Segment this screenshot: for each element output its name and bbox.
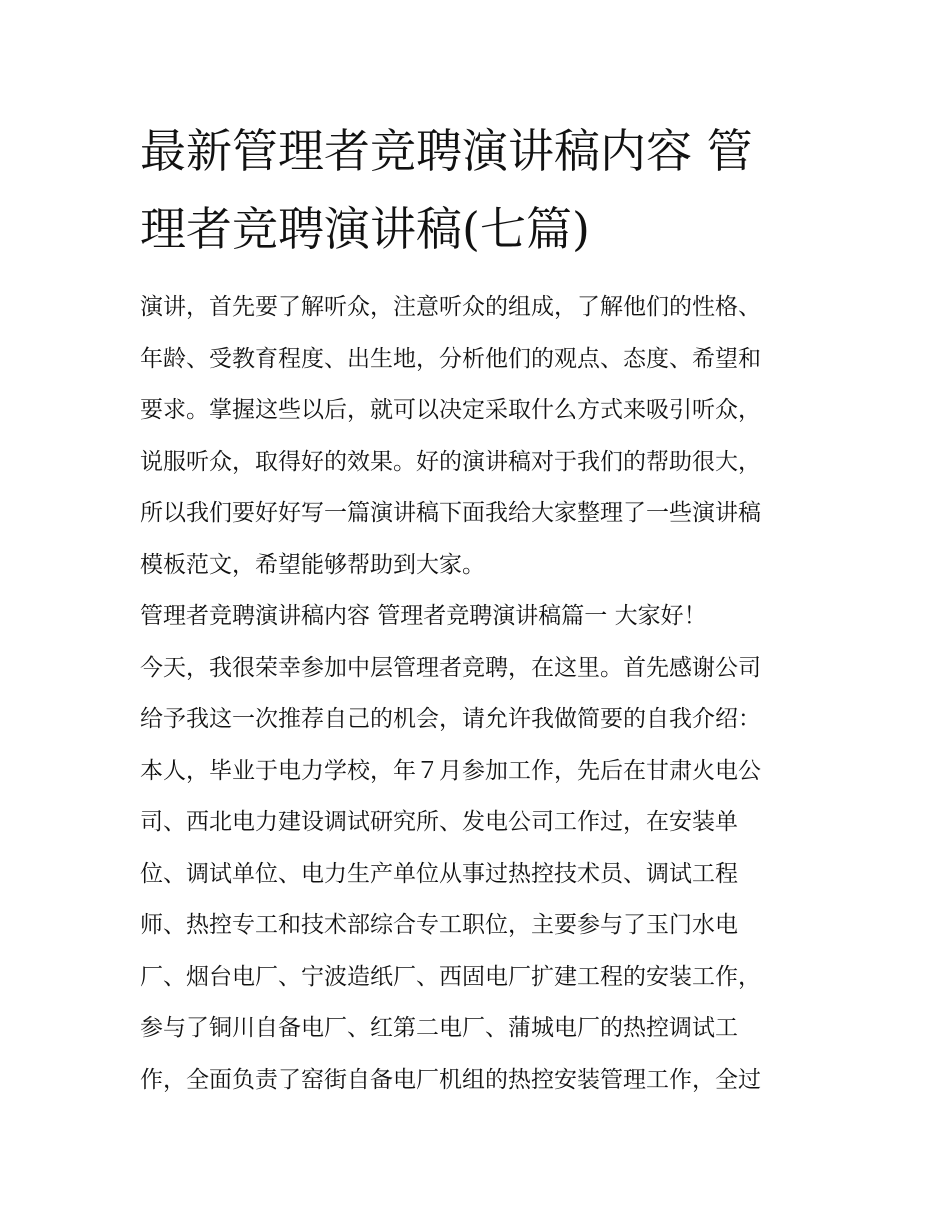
intro-line: 所以我们要好好写一篇演讲稿下面我给大家整理了一些演讲稿 [140,500,761,526]
body-paragraph [140,643,820,1107]
intro-line: 说服听众，取得好的效果。好的演讲稿对于我们的帮助很大， [140,448,761,475]
intro-line: 要求。掌握这些以后，就可以决定采取什么方式来吸引听众， [140,397,761,423]
intro-paragraph [140,282,820,591]
body-line: 作，全面负责了窑街自备电厂机组的热控安装管理工作，全过 [140,1066,761,1093]
title-line-2: 理者竞聘演讲稿(七篇) [140,202,590,256]
body-line: 本人，毕业于电力学校，年７月参加工作，先后在甘肃火电公 [140,757,761,784]
document-title [140,112,820,268]
body-line: 给予我这一次推荐自己的机会，请允许我做简要的自我介绍： [140,706,761,732]
document-page [140,112,820,1106]
intro-line: 演讲，首先要了解听众，注意听众的组成，了解他们的性格、 [140,294,761,320]
section-heading: 管理者竞聘演讲稿内容 管理者竞聘演讲稿篇一 大家好！ [140,603,707,629]
intro-line: 模板范文，希望能够帮助到大家。 [140,551,485,578]
body-line: 今天，我很荣幸参加中层管理者竞聘，在这里。首先感谢公司 [140,654,761,681]
body-line: 位、调试单位、电力生产单位从事过热控技术员、调试工程 [140,860,738,887]
body-line: 师、热控专工和技术部综合专工职位，主要参与了玉门水电 [140,912,738,938]
body-line: 司、西北电力建设调试研究所、发电公司工作过，在安装单 [140,809,738,835]
intro-line: 年龄、受教育程度、出生地，分析他们的观点、态度、希望和 [140,345,761,372]
body-line: 厂、烟台电厂、宁波造纸厂、西固电厂扩建工程的安装工作， [140,963,761,990]
body-line: 参与了铜川自备电厂、红第二电厂、蒲城电厂的热控调试工 [140,1015,738,1041]
title-line-1: 最新管理者竞聘演讲稿内容 管 [140,124,753,178]
